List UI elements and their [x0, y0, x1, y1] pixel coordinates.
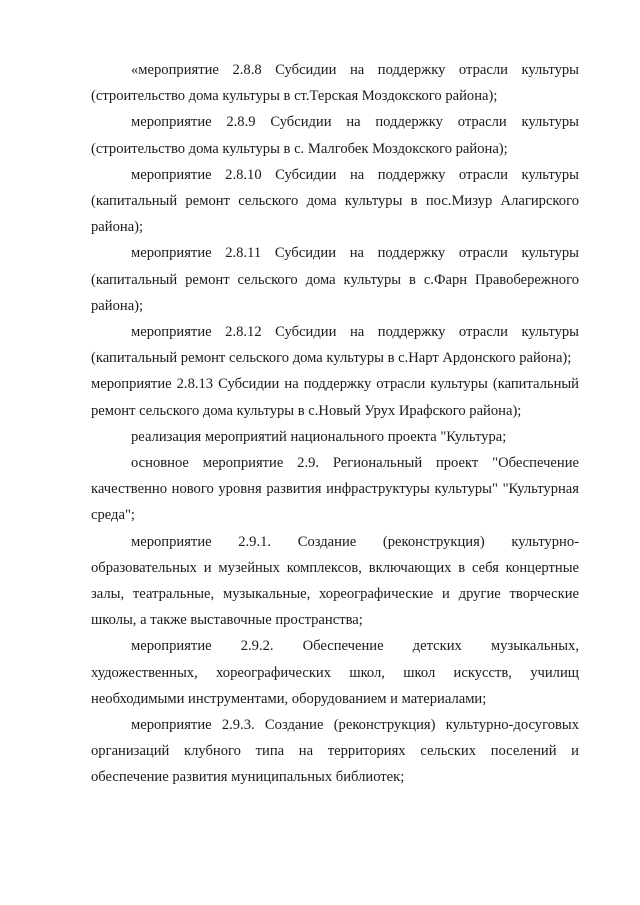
document-body [91, 57, 579, 791]
paragraph-national-project: реализация мероприятий национального проекта "Культура; [131, 428, 507, 445]
paragraph-measure-2-8-10: мероприятие 2.8.10 Субсидии на поддержку отрасли культуры (капитальный ремонт сельского дома культуры в пос.Мизур Алагирского района); [91, 166, 579, 236]
paragraph-measure-2-8-12: мероприятие 2.8.12 Субсидии на поддержку отрасли культуры (капитальный ремонт сельского дома культуры в с.Нарт Ардонского района); [91, 324, 579, 367]
paragraph-measure-2-8-8: «мероприятие 2.8.8 Субсидии на поддержку отрасли культуры (строительство дома культуры в ст.Терская Моздокского района); [91, 62, 579, 105]
paragraph-measure-2-8-13: мероприятие 2.8.13 Субсидии на поддержку отрасли культуры (капитальный ремонт сельского дома культуры в с.Новый Урух Ирафского района); [91, 376, 579, 419]
paragraph-measure-2-8-11: мероприятие 2.8.11 Субсидии на поддержку отрасли культуры (капитальный ремонт сельского дома культуры в с.Фарн Правобережного района); [91, 245, 579, 314]
paragraph-measure-2-8-9: мероприятие 2.8.9 Субсидии на поддержку отрасли культуры (строительство дома культуры в с. Малгобек Моздокского района); [91, 114, 579, 157]
paragraph-measure-2-9-1: мероприятие 2.9.1. Создание (реконструкция) культурно-образовательных и музейных комплексов, включающих в себя концертные залы, театральные, музыкальные, хореографические и другие творческие школы, а также выставочные пространства; [91, 533, 579, 629]
paragraph-measure-2-9-3: мероприятие 2.9.3. Создание (реконструкция) культурно-досуговых организаций клубного типа на территориях сельских поселений и обеспечение развития муниципальных библиотек; [91, 717, 579, 786]
paragraph-main-measure-2-9: основное мероприятие 2.9. Региональный проект "Обеспечение качественно нового уровня развития инфраструктуры культуры" "Культурная среда"; [91, 455, 579, 524]
paragraph-measure-2-9-2: мероприятие 2.9.2. Обеспечение детских музыкальных, художественных, хореографических школ, школ искусств, училищ необходимыми инструментами, оборудованием и материалами; [91, 638, 579, 707]
